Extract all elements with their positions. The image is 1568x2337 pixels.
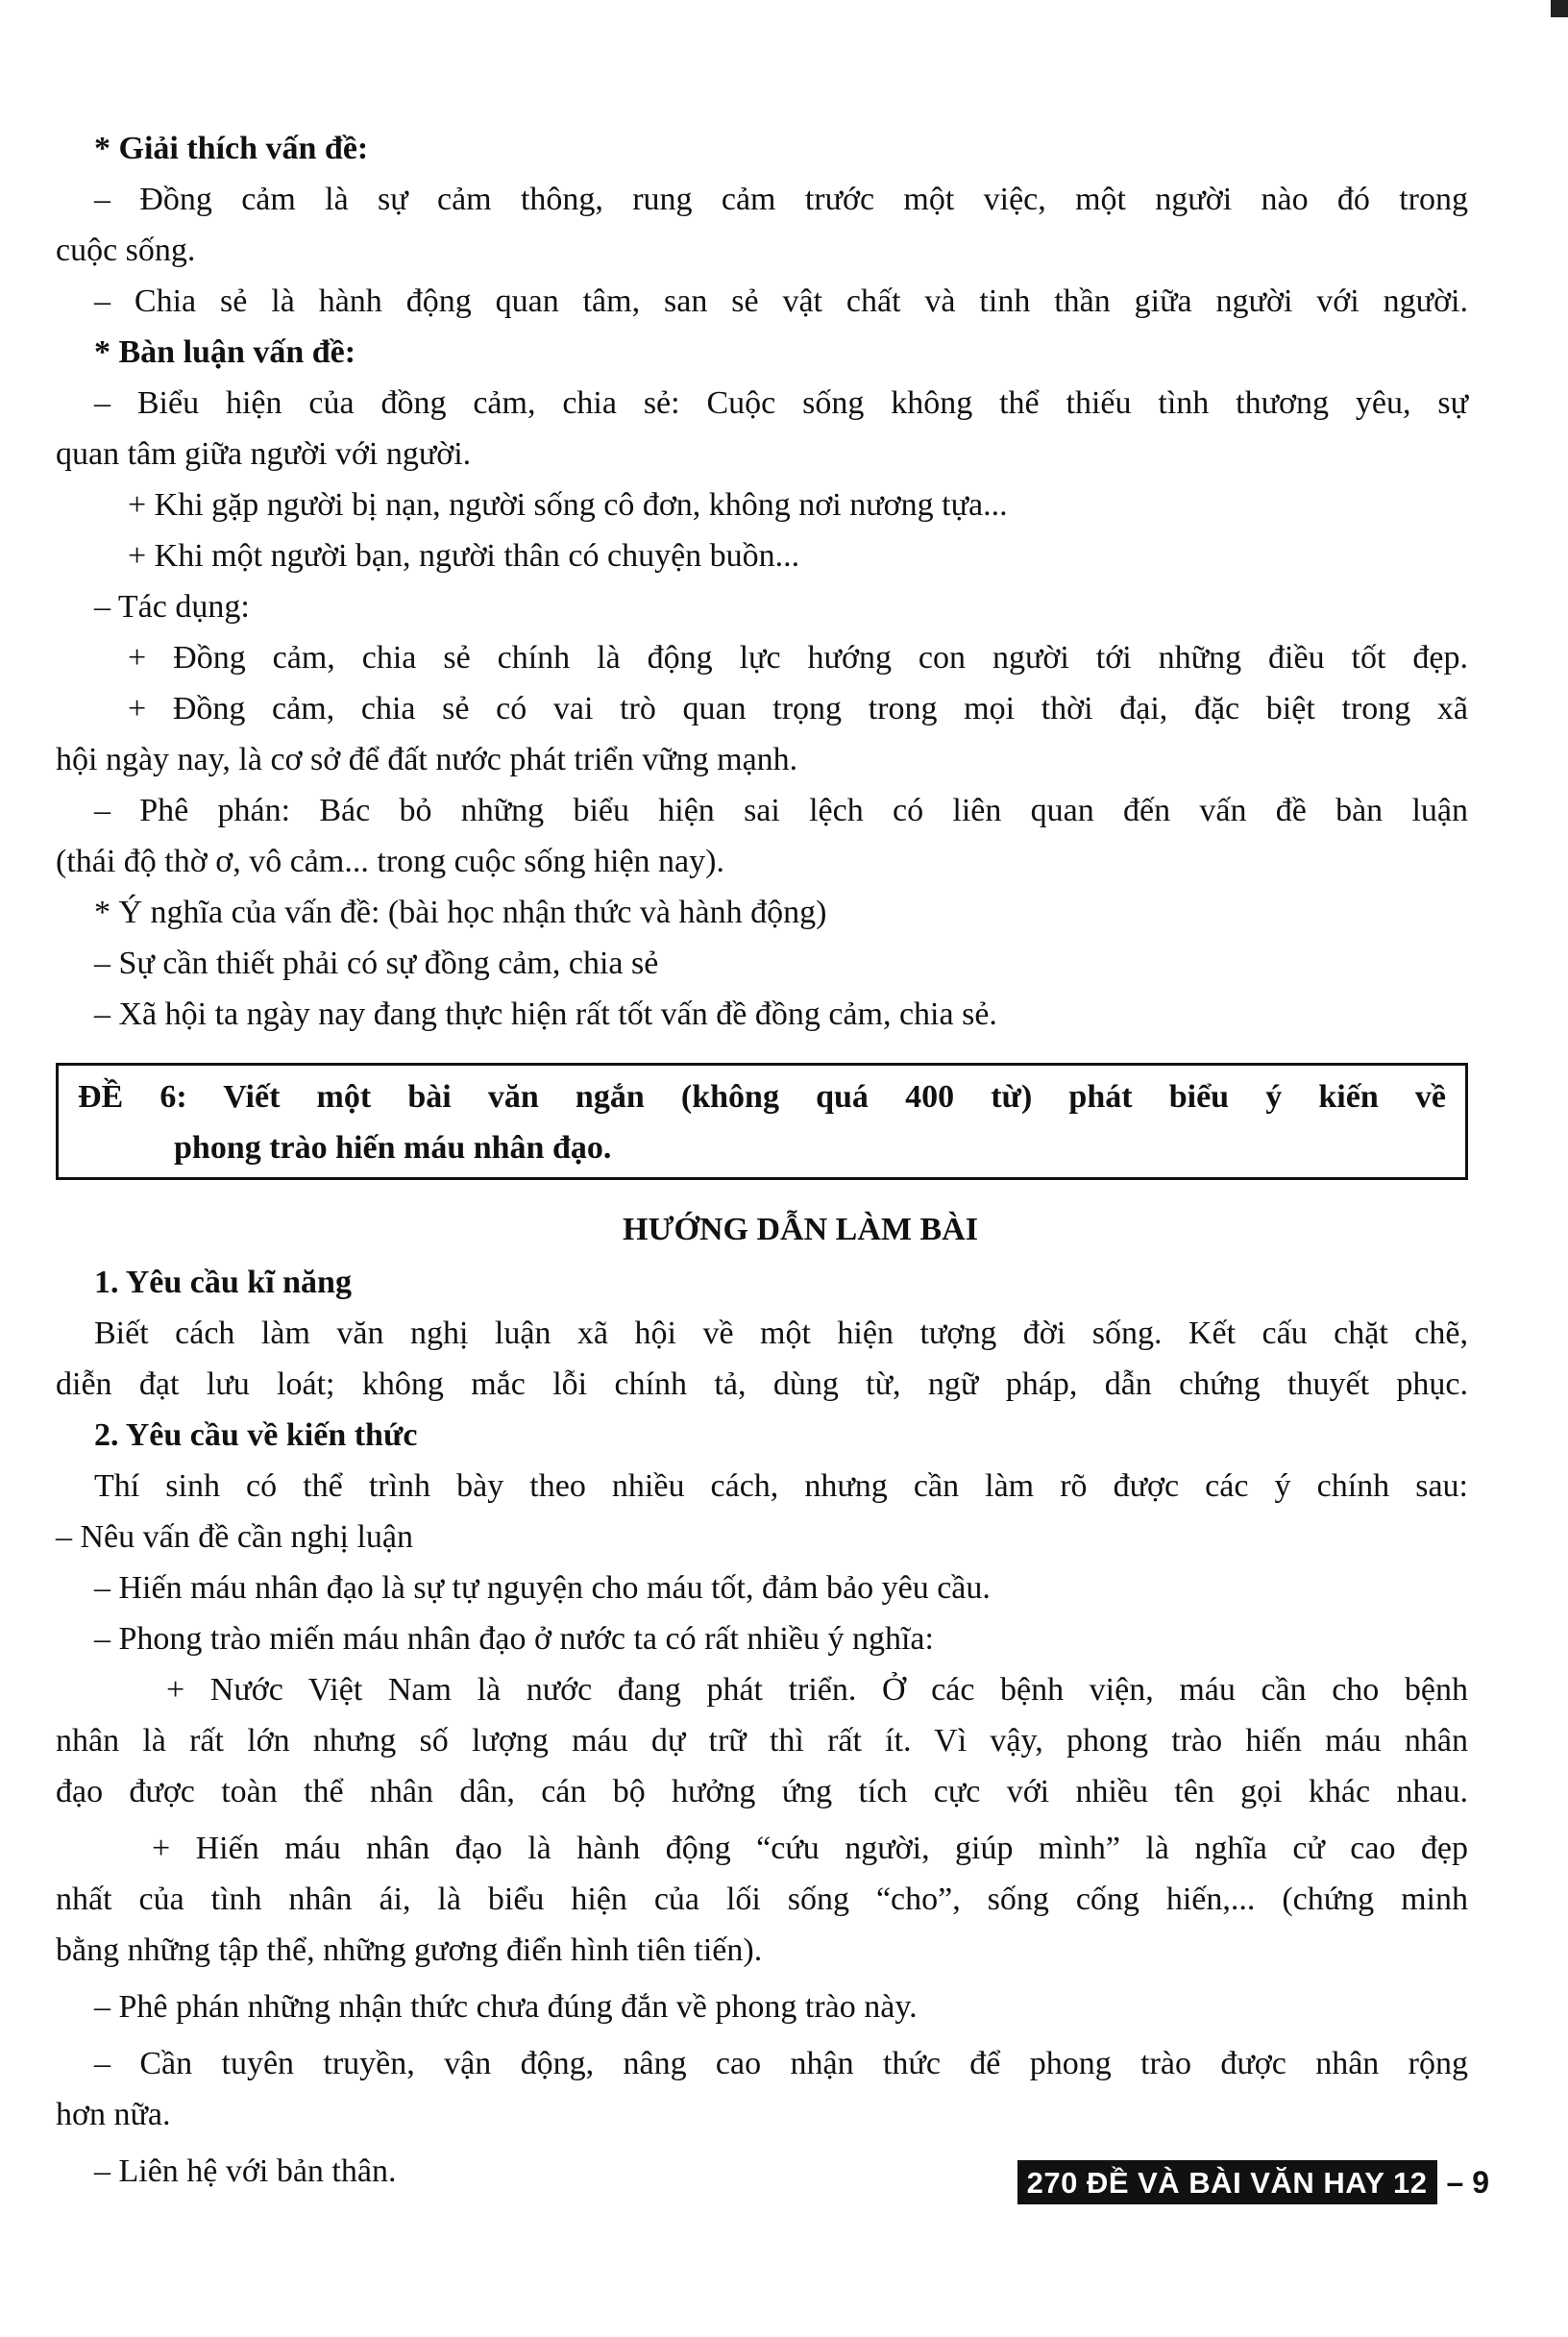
list-item: – Liên hệ với bản thân. — [94, 2153, 397, 2189]
ban-luan-heading: * Bàn luận vấn đề: — [94, 334, 356, 370]
paragraph-line: hơn nữa. — [56, 2097, 171, 2132]
list-item: – Hiến máu nhân đạo là sự tự nguyện cho máu tốt, đảm bảo yêu cầu. — [94, 1570, 991, 1606]
page-number: – 9 — [1446, 2164, 1489, 2200]
paragraph-line: Biết cách làm văn nghị luận xã hội về một hiện tượng đời sống. Kết cấu chặt chẽ, — [94, 1316, 1468, 1351]
y-nghia-heading: * Ý nghĩa của vấn đề: (bài học nhận thức và hành động) — [94, 895, 827, 930]
list-item: – Phê phán những nhận thức chưa đúng đắn về phong trào này. — [94, 1989, 918, 2025]
paragraph-line: nhân là rất lớn nhưng số lượng máu dự trữ thì rất ít. Vì vậy, phong trào hiến máu nhân — [56, 1723, 1468, 1759]
paragraph-line: quan tâm giữa người với người. — [56, 436, 472, 472]
paragraph-line: bằng những tập thể, những gương điển hình tiên tiến). — [56, 1932, 763, 1968]
paragraph-line: nhất của tình nhân ái, là biểu hiện của lối sống “cho”, sống cống hiến,... (chứng minh — [56, 1882, 1468, 1917]
book-title-badge: 270 ĐỀ VÀ BÀI VĂN HAY 12 — [1017, 2160, 1437, 2204]
list-item: + Khi một người bạn, người thân có chuyện buồn... — [128, 538, 800, 574]
subsection-heading: 2. Yêu cầu về kiến thức — [94, 1417, 418, 1453]
page-content — [56, 123, 1468, 2197]
exam-question-box — [56, 1063, 1468, 1180]
list-item: + Khi gặp người bị nạn, người sống cô đơn, không nơi nương tựa... — [128, 487, 1008, 523]
subsection-heading: 1. Yêu cầu kĩ năng — [94, 1265, 352, 1300]
exam-question-line: ĐỀ 6: Viết một bài văn ngắn (không quá 400 từ) phát biểu ý kiến về — [78, 1079, 1446, 1115]
scan-corner-mark — [1551, 0, 1568, 17]
paragraph-line: diễn đạt lưu loát; không mắc lỗi chính tả, dùng từ, ngữ pháp, dẫn chứng thuyết phục. — [56, 1366, 1468, 1402]
paragraph-line: (thái độ thờ ơ, vô cảm... trong cuộc sống hiện nay). — [56, 844, 724, 879]
giai-thich-heading: * Giải thích vấn đề: — [94, 131, 369, 166]
paragraph-line: – Chia sẻ là hành động quan tâm, san sẻ vật chất và tinh thần giữa người với người. — [94, 283, 1468, 319]
list-item: – Sự cần thiết phải có sự đồng cảm, chia sẻ — [94, 946, 659, 981]
tac-dung-label: – Tác dụng: — [94, 589, 250, 625]
list-item: + Hiến máu nhân đạo là hành động “cứu người, giúp mình” là nghĩa cử cao đẹp — [152, 1831, 1468, 1866]
paragraph-line: đạo được toàn thể nhân dân, cán bộ hưởng ứng tích cực với nhiều tên gọi khác nhau. — [56, 1774, 1468, 1809]
paragraph-line: – Phê phán: Bác bỏ những biểu hiện sai lệch có liên quan đến vấn đề bàn luận — [94, 793, 1468, 828]
paragraph-line: Thí sinh có thể trình bày theo nhiều cách, nhưng cần làm rõ được các ý chính sau: — [94, 1468, 1468, 1504]
list-item: – Phong trào miến máu nhân đạo ở nước ta có rất nhiều ý nghĩa: — [94, 1621, 934, 1657]
list-item: + Đồng cảm, chia sẻ có vai trò quan trọng trong mọi thời đại, đặc biệt trong xã — [128, 691, 1468, 726]
paragraph-line: hội ngày nay, là cơ sở để đất nước phát triển vững mạnh. — [56, 742, 798, 777]
paragraph-line: – Biểu hiện của đồng cảm, chia sẻ: Cuộc sống không thể thiếu tình thương yêu, sự — [94, 385, 1468, 421]
list-item: + Đồng cảm, chia sẻ chính là động lực hướng con người tới những điều tốt đẹp. — [128, 640, 1468, 676]
list-item: + Nước Việt Nam là nước đang phát triển. Ở các bệnh viện, máu cần cho bệnh — [166, 1672, 1468, 1708]
list-item: – Cần tuyên truyền, vận động, nâng cao nhận thức để phong trào được nhân rộng — [94, 2046, 1468, 2081]
paragraph-line: – Đồng cảm là sự cảm thông, rung cảm trước một việc, một người nào đó trong — [94, 182, 1468, 217]
section-heading: HƯỚNG DẪN LÀM BÀI — [623, 1212, 978, 1247]
list-item: – Nêu vấn đề cần nghị luận — [56, 1519, 413, 1555]
page-footer — [1017, 2160, 1489, 2204]
exam-question-line: phong trào hiến máu nhân đạo. — [174, 1130, 612, 1166]
list-item: – Xã hội ta ngày nay đang thực hiện rất tốt vấn đề đồng cảm, chia sẻ. — [94, 996, 997, 1032]
paragraph-line: cuộc sống. — [56, 233, 196, 268]
